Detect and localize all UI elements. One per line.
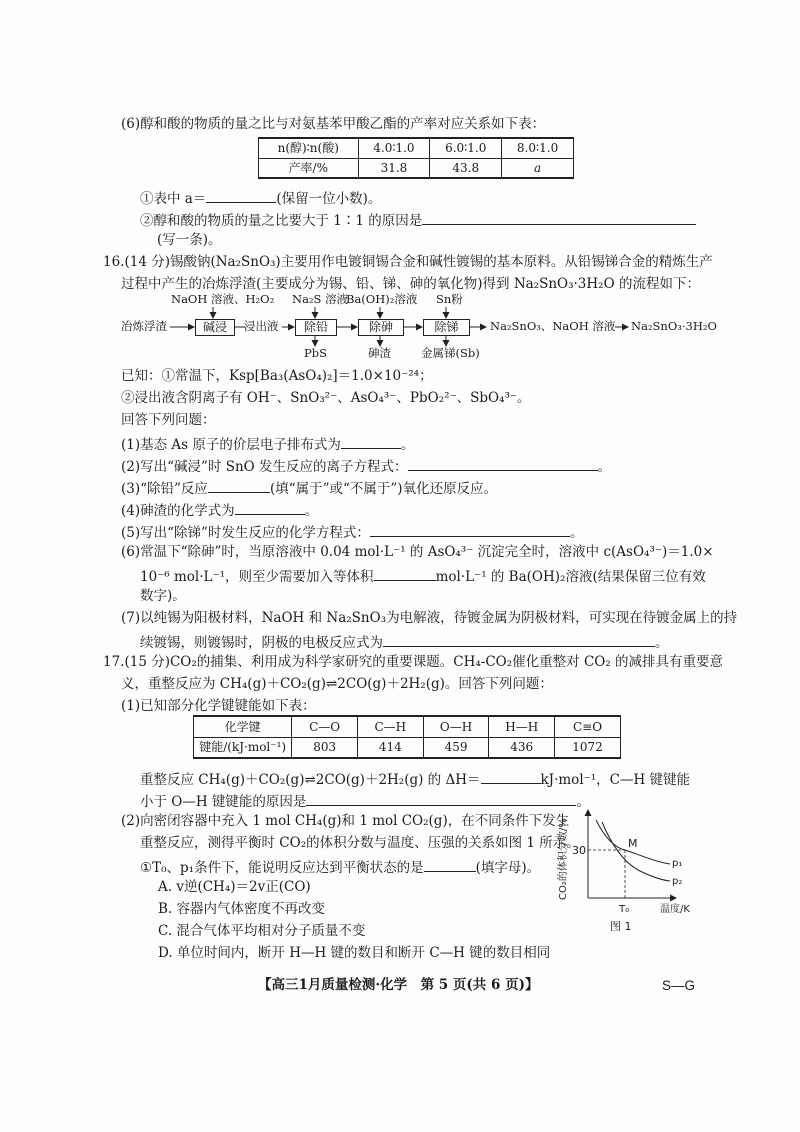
flow-reagent-4: Sn粉: [436, 292, 463, 306]
chart-x-tick-t0: T₀: [619, 904, 630, 915]
series-p2-line: [602, 822, 670, 881]
table-cell: 1072: [555, 737, 621, 758]
q16-intro-line1: 16.(14 分)锡酸钠(Na₂SnO₃)主要用作电镀铜锡合金和碱性镀锡的基本原料。从铅锡锑合金的精炼生产: [103, 254, 713, 270]
flow-reagent-1: NaOH 溶液、H₂O₂: [171, 292, 275, 306]
flow-reagent-3: Ba(OH)₂溶液: [346, 292, 418, 306]
table-cell: C≡O: [555, 716, 621, 737]
q16-part1: (1)基态 As 原子的价层电子排布式为 。: [121, 437, 415, 453]
answer-blank[interactable]: [341, 436, 401, 449]
table-cell: 4.0∶1.0: [358, 138, 430, 158]
answer-blank[interactable]: [370, 524, 570, 537]
q17-part2-line1: (2)向密闭容器中充入 1 mol CH₄(g)和 1 mol CO₂(g)，在不同条件下发生: [121, 813, 570, 829]
table-cell: 459: [423, 737, 489, 758]
q16-answer-prompt: 回答下列问题：: [121, 412, 216, 428]
q15-part6-intro: (6)醇和酸的物质的量之比与对氨基苯甲酸乙酯的产率对应关系如下表：: [121, 116, 546, 132]
q16-part5: (5)写出“除锑”时发生反应的化学方程式： 。: [121, 525, 584, 541]
answer-blank[interactable]: [235, 502, 305, 515]
q16-part6-line2: 10⁻⁶ mol·L⁻¹，则至少需要加入等体积 mol·L⁻¹ 的 Ba(OH)₂溶液(结果保留三位有效: [140, 569, 706, 585]
flow-reagent-2: Na₂S 溶液: [292, 292, 349, 306]
flow-solution: Na₂SnO₃、NaOH 溶液: [490, 319, 616, 333]
flow-leachate: 浸出液: [244, 319, 279, 333]
footer-code: S—G: [662, 978, 696, 993]
q15-subq2: ②醇和酸的物质的量之比要大于 1∶1 的原因是: [140, 212, 696, 229]
answer-blank[interactable]: [306, 793, 576, 806]
q16-part6-line1: (6)常温下“除砷”时，当原溶液中 0.04 mol·L⁻¹ 的 AsO₄³⁻ 沉淀完全时，溶液中 c(AsO₄³⁻)＝1.0×: [121, 544, 714, 560]
flow-byproduct-pbs: PbS: [304, 346, 327, 360]
table-cell: C—O: [292, 716, 358, 737]
q17-intro-line1: 17.(15 分)CO₂的捕集、利用成为科学家研究的重要课题。CH₄-CO₂催化重整对 CO₂ 的减排具有重要意: [103, 654, 724, 670]
table-cell: O—H: [423, 716, 489, 737]
flow-byproduct-sb: 金属锑(Sb): [421, 346, 480, 360]
q17-bond-energy-table: [193, 715, 621, 759]
flow-box-remove-arsenic: 除砷: [358, 319, 404, 336]
answer-blank[interactable]: [408, 458, 598, 471]
q16-known-1: 已知：①常温下，Ksp[Ba₃(AsO₄)₂]＝1.0×10⁻²⁴；: [121, 368, 433, 384]
table-cell: 6.0∶1.0: [430, 138, 502, 158]
answer-blank[interactable]: [481, 771, 541, 784]
table-cell: H—H: [489, 716, 555, 737]
figure-1-chart: [548, 800, 708, 940]
q15-yield-table: [258, 137, 574, 179]
flow-box-remove-antimony: 除锑: [423, 319, 470, 336]
table-header-energy: 键能/(kJ·mol⁻¹): [194, 737, 292, 758]
table-cell: 8.0∶1.0: [502, 138, 574, 158]
flow-box-remove-lead: 除铅: [295, 319, 337, 336]
flow-product: Na₂SnO₃·3H₂O: [631, 319, 717, 333]
q17-part1-q1: 重整反应 CH₄(g)＋CO₂(g)⇌2CO(g)＋2H₂(g) 的 ΔH＝ kJ·mol⁻¹，C—H 键键能: [140, 772, 691, 788]
legend-p1: p₁: [672, 858, 683, 869]
answer-blank[interactable]: [424, 859, 476, 872]
q16-part6-line3: 数字)。: [140, 588, 186, 604]
q17-part2-line2: 重整反应，测得平衡时 CO₂的体积分数与温度、压强的关系如图 1 所示。: [140, 835, 580, 851]
q16-part4: (4)砷渣的化学式为 。: [121, 503, 319, 519]
answer-blank[interactable]: [208, 480, 270, 493]
table-header-yield: 产率/%: [259, 158, 359, 178]
q17-part1-q2: 小于 O—H 键键能的原因是 。: [140, 794, 590, 810]
q17-part2-q1: ①T₀、p₁条件下，能说明反应达到平衡状态的是 (填字母)。: [140, 860, 541, 876]
table-header-bond: 化学键: [194, 716, 292, 737]
q16-part7-line1: (7)以纯锡为阳极材料，NaOH 和 Na₂SnO₃为电解液，待镀金属为阴极材料，可实现在待镀金属上的持: [121, 610, 738, 626]
option-a[interactable]: A. v逆(CH₄)＝2v正(CO): [158, 879, 311, 895]
chart-y-tick-30: 30: [572, 844, 586, 857]
table-cell: 414: [357, 737, 423, 758]
footer-title: 【高三1月质量检测·化学 第 5 页(共 6 页)】: [258, 977, 539, 993]
q16-part2: (2)写出“碱浸”时 SnO 发生反应的离子方程式： 。: [121, 459, 612, 475]
answer-blank[interactable]: [422, 212, 696, 225]
option-d[interactable]: D. 单位时间内，断开 H—H 键的数目和断开 C—H 键的数目相同: [158, 945, 551, 961]
table-cell: 436: [489, 737, 555, 758]
option-b[interactable]: B. 容器内气体密度不再改变: [158, 901, 326, 917]
answer-blank[interactable]: [206, 190, 276, 203]
q17-intro-line2: 义，重整反应为 CH₄(g)＋CO₂(g)⇌2CO(g)＋2H₂(g)。回答下列问题：: [121, 676, 553, 692]
flow-byproduct-arsenic-residue: 砷渣: [368, 346, 391, 360]
flow-box-alkali-leach: 碱浸: [195, 319, 235, 336]
table-cell: 43.8: [430, 158, 502, 178]
flow-start: 冶炼浮渣: [121, 319, 167, 333]
q16-known-2: ②浸出液含阴离子有 OH⁻、SnO₃²⁻、AsO₄³⁻、PbO₂²⁻、SbO₄³⁻。: [121, 390, 531, 406]
answer-blank[interactable]: [383, 634, 655, 647]
option-c[interactable]: C. 混合气体平均相对分子质量不变: [158, 923, 366, 939]
q15-subq2-tail: (写一条)。: [157, 232, 222, 248]
q15-subq1: ①表中 a＝ (保留一位小数)。: [140, 191, 382, 207]
q16-part7-line2: 续镀锡，则镀锡时，阴极的电极反应式为 。: [140, 635, 669, 651]
table-header-ratio: n(醇)∶n(酸): [259, 138, 359, 158]
q17-part1: (1)已知部分化学键键能如下表：: [121, 698, 316, 714]
answer-blank[interactable]: [374, 568, 436, 581]
table-cell: 31.8: [358, 158, 430, 178]
legend-p2: p₂: [672, 876, 683, 887]
chart-x-label: 温度/K: [660, 904, 690, 915]
chart-point-m: M: [628, 837, 638, 850]
table-cell: C—H: [357, 716, 423, 737]
chart-y-label: CO₂的体积分数/%: [558, 818, 569, 900]
q16-intro-line2: 过程中产生的冶炼浮渣(主要成分为锡、铅、锑、砷的氧化物)得到 Na₂SnO₃·3H₂O 的流程如下：: [121, 276, 700, 292]
q16-part3: (3)“除铅”反应 (填“属于”或“不属于”)氧化还原反应。: [121, 481, 498, 497]
table-cell: 803: [292, 737, 358, 758]
figure-caption: 图 1: [610, 920, 632, 933]
table-cell: a: [502, 158, 574, 178]
